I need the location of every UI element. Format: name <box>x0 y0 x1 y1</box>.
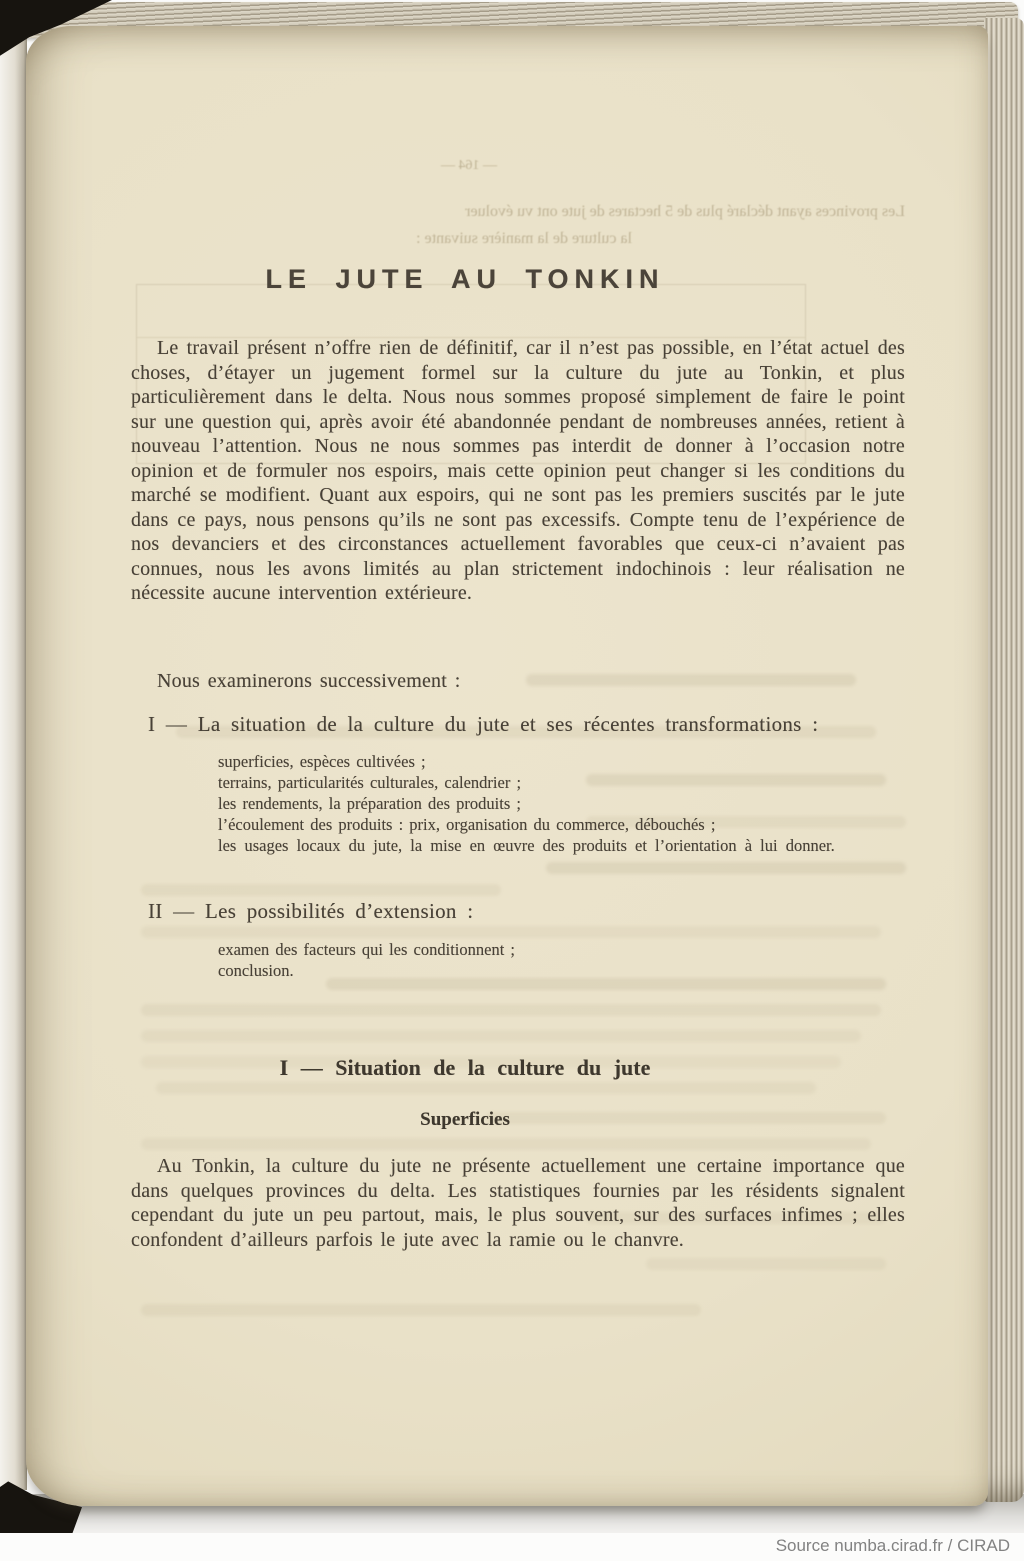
section-heading: I — Situation de la culture du jute <box>279 1055 651 1080</box>
bleedthrough-smudge <box>141 926 881 938</box>
list-item: conclusion. <box>218 961 294 980</box>
bleedthrough-smudge <box>156 1082 816 1094</box>
list-item: terrains, particularités culturales, calendrier ; <box>218 773 522 792</box>
bleedthrough-line: la culture de la manière suivante : <box>416 230 632 247</box>
page-title: LE JUTE AU TONKIN <box>265 264 665 294</box>
list-item: l’écoulement des produits : prix, organisation du commerce, débouchés ; <box>218 815 716 834</box>
bleedthrough-smudge <box>646 1258 886 1270</box>
list-item: examen des facteurs qui les conditionnent ; <box>218 940 515 959</box>
superficies-paragraph: Au Tonkin, la culture du jute ne présente actuellement une certaine importance que dans quelques provinces du delta. Les statistiques fournies par les résidents signalent cependant du jute un peu partout, mais, le plus souvent, sur des surfaces infimes ; elles confondent d’ailleurs parfois le jute avec la ramie ou le chanvre. <box>131 1155 905 1251</box>
bleedthrough-smudge <box>141 884 501 896</box>
part-2-item-list <box>218 939 908 981</box>
source-credit: Source numba.cirad.fr / CIRAD <box>0 1533 1024 1561</box>
list-item: les rendements, la préparation des produits ; <box>218 794 521 813</box>
subsection-heading: Superficies <box>420 1109 510 1130</box>
lead-in-line: Nous examinerons successivement : <box>157 670 461 692</box>
bleedthrough-smudge <box>141 1030 861 1042</box>
bleedthrough-line: Les provinces ayant déclaré plus de 5 hectares de jute ont vu évoluer <box>465 203 905 220</box>
part-1-item-list <box>218 751 908 856</box>
book-board-left-edge <box>0 34 27 1490</box>
intro-paragraph: Le travail présent n’offre rien de définitif, car il n’est pas possible, en l’état actuel des choses, d’étayer un jugement formel sur la culture du jute au Tonkin, et plus particulièrement dans le delta. Nous nous sommes proposé simplement de faire le point sur une question qui, après avoir été abandonnée pendant de nombreuses années, retient à nouveau l’attention. Nous ne nous sommes pas interdit de donner à l’occasion notre opinion et de formuler nos espoirs, mais cette opinion peut changer si les conditions du marché se modifient. Quant aux espoirs, qui ne sont pas les premiers suscités par le jute dans ce pays, nous pensons qu’ils ne sont pas excessifs. Compte tenu de l’expérience de nos devanciers et des circonstances actuellement favorables que ceux-ci n’avaient pas connues, nous les avons limités au plan strictement indochinois : leur réalisation ne nécessite aucune intervention extérieure. <box>131 337 905 604</box>
part-2-heading: II — Les possibilités d’extension : <box>148 899 474 923</box>
bleedthrough-smudge <box>141 1304 701 1316</box>
part-1-heading: I — La situation de la culture du jute et ses récentes transformations : <box>148 712 819 736</box>
bleedthrough-page-number: — 164 — <box>441 158 497 173</box>
bleedthrough-smudge <box>546 862 906 874</box>
list-item: les usages locaux du jute, la mise en œuvre des produits et l’orientation à lui donner. <box>218 836 835 855</box>
bleedthrough-smudge <box>141 1138 871 1150</box>
book-page <box>26 26 988 1506</box>
page-stack-right-edge <box>984 18 1024 1502</box>
list-item: superficies, espèces cultivées ; <box>218 752 426 771</box>
bleedthrough-smudge <box>141 1004 881 1016</box>
